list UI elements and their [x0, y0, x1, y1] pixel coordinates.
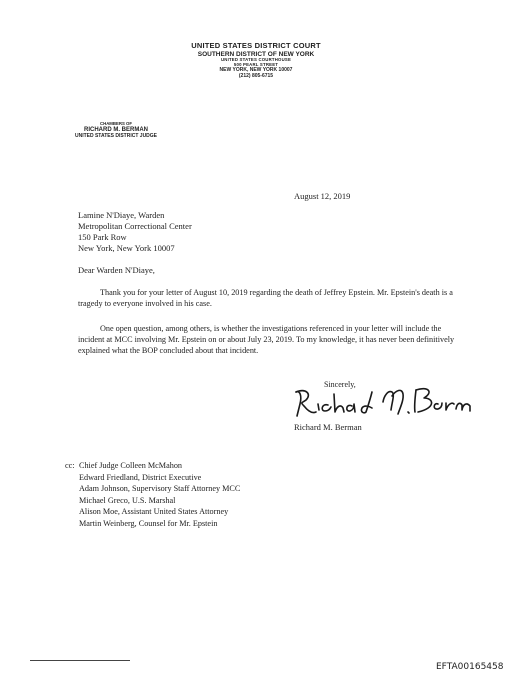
cc-recipient: Adam Johnson, Supervisory Staff Attorney MCC: [79, 484, 241, 493]
bates-number: EFTA00165458: [436, 662, 504, 672]
cc-row-first: [65, 460, 240, 472]
body-paragraph-1: Thank you for your letter of August 10, 2019 regarding the death of Jeffrey Epstein. Mr. Epstein's death is a tragedy to everyone involved in his case.: [78, 288, 453, 308]
recipient-city: New York, New York 10007: [78, 243, 175, 253]
court-name: UNITED STATES DISTRICT COURT: [191, 41, 321, 50]
courthouse-street: 500 PEARL STREET: [233, 62, 279, 68]
court-letterhead: [0, 42, 512, 79]
salutation: Dear Warden N'Diaye,: [78, 265, 155, 275]
recipient-address: [78, 210, 192, 254]
courthouse-name: UNITED STATES COURTHOUSE: [220, 57, 292, 63]
cc-recipient: Chief Judge Colleen McMahon: [79, 461, 183, 470]
signer-name: Richard M. Berman: [294, 422, 362, 432]
closing: Sincerely,: [324, 380, 356, 389]
cc-list: [65, 460, 240, 529]
judge-title: UNITED STATES DISTRICT JUDGE: [74, 132, 158, 139]
cc-label: cc:: [65, 461, 75, 470]
courthouse-phone: (212) 805-6715: [238, 72, 274, 79]
recipient-org: Metropolitan Correctional Center: [78, 221, 192, 231]
chambers-block: [56, 122, 176, 140]
recipient-street: 150 Park Row: [78, 232, 127, 242]
letter-date: August 12, 2019: [294, 191, 351, 201]
judge-name: RICHARD M. BERMAN: [84, 126, 148, 133]
cc-recipient: Edward Friedland, District Executive: [79, 472, 202, 482]
body-paragraph-2: One open question, among others, is whether the investigations referenced in your letter will include the incident at MCC involving Mr. Epstein on or about July 23, 2019. To my knowledge, it has never been definitively explained what the BOP concluded about that incident.: [78, 324, 455, 355]
footer-rule: [30, 660, 130, 661]
cc-recipient: Martin Weinberg, Counsel for Mr. Epstein: [79, 518, 218, 528]
cc-recipient: Alison Moe, Assistant United States Attorney: [79, 507, 229, 516]
cc-recipient: Michael Greco, U.S. Marshal: [79, 495, 176, 505]
court-district: SOUTHERN DISTRICT OF NEW YORK: [197, 50, 315, 58]
chambers-label: CHAMBERS OF: [100, 121, 132, 126]
courthouse-city: NEW YORK, NEW YORK 10007: [219, 66, 293, 73]
handwritten-signature: [288, 378, 473, 422]
recipient-name: Lamine N'Diaye, Warden: [78, 210, 165, 220]
